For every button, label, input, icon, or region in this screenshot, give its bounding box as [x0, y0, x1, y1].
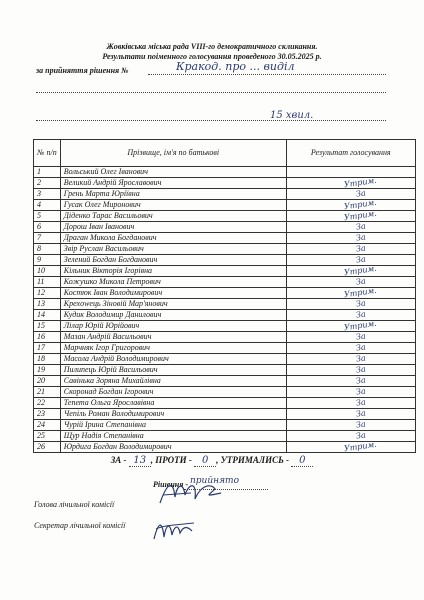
- row-vote-cell: [286, 277, 415, 288]
- row-vote: Утрим.: [343, 175, 378, 190]
- abstain-label: , УТРИМАЛИСЬ -: [216, 455, 290, 465]
- row-name: Масола Андрій Володимирович: [60, 354, 286, 365]
- row-vote: За: [355, 276, 367, 287]
- row-number: 17: [34, 343, 61, 354]
- row-vote: За: [355, 188, 367, 199]
- table-row: [34, 167, 416, 178]
- table-row: [34, 332, 416, 343]
- row-vote-cell: [286, 343, 415, 354]
- row-vote: За: [355, 386, 367, 397]
- row-number: 7: [34, 233, 61, 244]
- row-number: 14: [34, 310, 61, 321]
- vote-summary: [0, 455, 424, 467]
- row-name: Драган Микола Богданович: [60, 233, 286, 244]
- table-row: [34, 321, 416, 332]
- row-vote: За: [355, 232, 367, 243]
- row-vote-cell: [286, 233, 415, 244]
- row-vote-cell: [286, 310, 415, 321]
- row-number: 19: [34, 365, 61, 376]
- row-number: 21: [34, 387, 61, 398]
- table-header-row: [34, 140, 416, 167]
- row-vote-cell: [286, 409, 415, 420]
- row-vote-cell: [286, 285, 415, 300]
- voting-table: [33, 139, 416, 453]
- row-number: 25: [34, 431, 61, 442]
- for-value: 13: [129, 455, 151, 467]
- table-row: [34, 277, 416, 288]
- row-number: 15: [34, 321, 61, 332]
- table-row: [34, 200, 416, 211]
- row-name: Гусак Олег Миронович: [60, 200, 286, 211]
- row-vote: За: [355, 419, 367, 430]
- row-vote: За: [355, 254, 367, 265]
- row-number: 18: [34, 354, 61, 365]
- row-vote-cell: [286, 189, 415, 200]
- row-vote: За: [355, 298, 367, 309]
- row-number: 24: [34, 420, 61, 431]
- row-name: Савінька Зоряна Михайлівна: [60, 376, 286, 387]
- row-vote: За: [355, 408, 367, 419]
- table-row: [34, 365, 416, 376]
- table-row: [34, 420, 416, 431]
- row-vote-cell: [286, 354, 415, 365]
- row-number: 20: [34, 376, 61, 387]
- abstain-value: 0: [291, 455, 313, 467]
- table-row: [34, 266, 416, 277]
- row-name: Чурій Ірина Степанівна: [60, 420, 286, 431]
- row-vote-cell: [286, 376, 415, 387]
- header-number: № п/п: [34, 140, 61, 167]
- decision-line-2: [36, 92, 386, 93]
- row-vote: Утрим.: [343, 285, 378, 300]
- table-row: [34, 343, 416, 354]
- result-label: Рішення -: [153, 480, 188, 489]
- row-vote: За: [355, 221, 367, 232]
- row-name: Тепета Ольга Ярославівна: [60, 398, 286, 409]
- row-number: 6: [34, 222, 61, 233]
- row-number: 23: [34, 409, 61, 420]
- decision-label: за прийняття рішення №: [36, 66, 129, 75]
- row-name: Кудик Володимир Данилович: [60, 310, 286, 321]
- row-name: Вольський Олег Іванович: [60, 167, 286, 178]
- row-name: Дорош Іван Іванович: [60, 222, 286, 233]
- table-row: [34, 442, 416, 453]
- row-name: Марчняк Ігор Григорович: [60, 343, 286, 354]
- row-name: Зелений Богдан Богданович: [60, 255, 286, 266]
- row-vote-cell: [286, 332, 415, 343]
- row-vote: Утрим.: [343, 263, 378, 278]
- decision-line-3: [36, 120, 386, 121]
- against-value: 0: [194, 455, 216, 467]
- row-number: 16: [34, 332, 61, 343]
- row-vote-cell: [286, 263, 415, 278]
- row-vote: За: [355, 353, 367, 364]
- row-vote: За: [355, 331, 367, 342]
- row-vote-cell: [286, 420, 415, 431]
- row-vote: За: [355, 430, 367, 441]
- row-vote: За: [355, 342, 367, 353]
- row-name: Грень Марта Юріївна: [60, 189, 286, 200]
- table-row: [34, 398, 416, 409]
- table-row: [34, 233, 416, 244]
- decision-handwritten-1: Кракод. про ... виділ: [176, 60, 295, 73]
- table-row: [34, 255, 416, 266]
- header-name: Прізвище, ім'я по батькові: [60, 140, 286, 167]
- row-name: Крехowець Зіновій Мар'янович: [60, 299, 286, 310]
- row-vote-cell: [286, 208, 415, 223]
- table-row: [34, 244, 416, 255]
- head-signature: [155, 475, 225, 509]
- row-number: 13: [34, 299, 61, 310]
- secretary-label: Секретар лічильної комісії: [34, 521, 126, 530]
- table-row: [34, 376, 416, 387]
- row-name: Звір Руслан Васильович: [60, 244, 286, 255]
- row-vote-cell: [286, 387, 415, 398]
- row-number: 10: [34, 266, 61, 277]
- row-vote: За: [355, 309, 367, 320]
- table-row: [34, 387, 416, 398]
- table-row: [34, 178, 416, 189]
- table-row: [34, 222, 416, 233]
- row-vote-cell: [286, 439, 415, 454]
- row-name: Лілар Юрій Юрійович: [60, 321, 286, 332]
- row-number: 5: [34, 211, 61, 222]
- row-vote-cell: [286, 398, 415, 409]
- document-title-line2: Результати поіменного голосування проведеного 30.05.2025 р.: [102, 52, 322, 61]
- row-name: Мазан Андрій Васильович: [60, 332, 286, 343]
- row-vote-cell: [286, 255, 415, 266]
- row-vote: Утрим.: [343, 439, 378, 454]
- head-label: Голова лічильної комісії: [34, 500, 115, 509]
- header-vote: Результат голосування: [286, 140, 415, 167]
- row-vote: Утрим.: [343, 208, 378, 223]
- row-vote-cell: [286, 299, 415, 310]
- row-vote-cell: [286, 197, 415, 212]
- row-vote: Утрим.: [343, 197, 378, 212]
- row-vote: За: [355, 397, 367, 408]
- row-vote: За: [355, 375, 367, 386]
- against-label: , ПРОТИ -: [150, 455, 192, 465]
- row-vote-cell: [286, 244, 415, 255]
- row-vote-cell: [286, 222, 415, 233]
- row-name: Великий Андрій Ярославович: [60, 178, 286, 189]
- row-name: Кільник Вікторія Ігорівна: [60, 266, 286, 277]
- result-handwritten: прийнято: [190, 476, 239, 486]
- row-number: 8: [34, 244, 61, 255]
- row-number: 22: [34, 398, 61, 409]
- row-number: 9: [34, 255, 61, 266]
- table-row: [34, 431, 416, 442]
- row-vote: Утрим.: [343, 318, 378, 333]
- row-name: Костюк Іван Володимирович: [60, 288, 286, 299]
- table-row: [34, 354, 416, 365]
- table-row: [34, 189, 416, 200]
- row-number: 11: [34, 277, 61, 288]
- row-number: 12: [34, 288, 61, 299]
- row-number: 26: [34, 442, 61, 453]
- row-name: Кожушко Микола Петрович: [60, 277, 286, 288]
- document-title-line1: Жовківська міська рада VIII-го демократичного скликання.: [106, 42, 318, 51]
- row-vote-cell: [286, 318, 415, 333]
- row-name: Юрдига Богдан Володимирович: [60, 442, 286, 453]
- row-vote-cell: [286, 431, 415, 442]
- row-name: Щур Надія Степанівна: [60, 431, 286, 442]
- table-row: [34, 310, 416, 321]
- table-row: [34, 211, 416, 222]
- row-name: Пилипець Юрій Васильович: [60, 365, 286, 376]
- row-name: Діденко Тарас Васильович: [60, 211, 286, 222]
- row-number: 4: [34, 200, 61, 211]
- row-vote-cell: [286, 167, 415, 178]
- table-row: [34, 299, 416, 310]
- row-vote-cell: [286, 365, 415, 376]
- for-label: ЗА -: [110, 455, 127, 465]
- row-name: Скоронад Богдан Ігорович: [60, 387, 286, 398]
- decision-handwritten-2: 15 хвил.: [270, 110, 314, 121]
- table-row: [34, 288, 416, 299]
- row-number: 1: [34, 167, 61, 178]
- row-number: 2: [34, 178, 61, 189]
- row-vote: За: [355, 243, 367, 254]
- table-row: [34, 409, 416, 420]
- decision-line-1: [148, 74, 386, 75]
- row-vote: За: [355, 364, 367, 375]
- secretary-signature: [150, 513, 200, 547]
- row-number: 3: [34, 189, 61, 200]
- row-name: Чепіль Роман Володимирович: [60, 409, 286, 420]
- row-vote-cell: [286, 175, 415, 190]
